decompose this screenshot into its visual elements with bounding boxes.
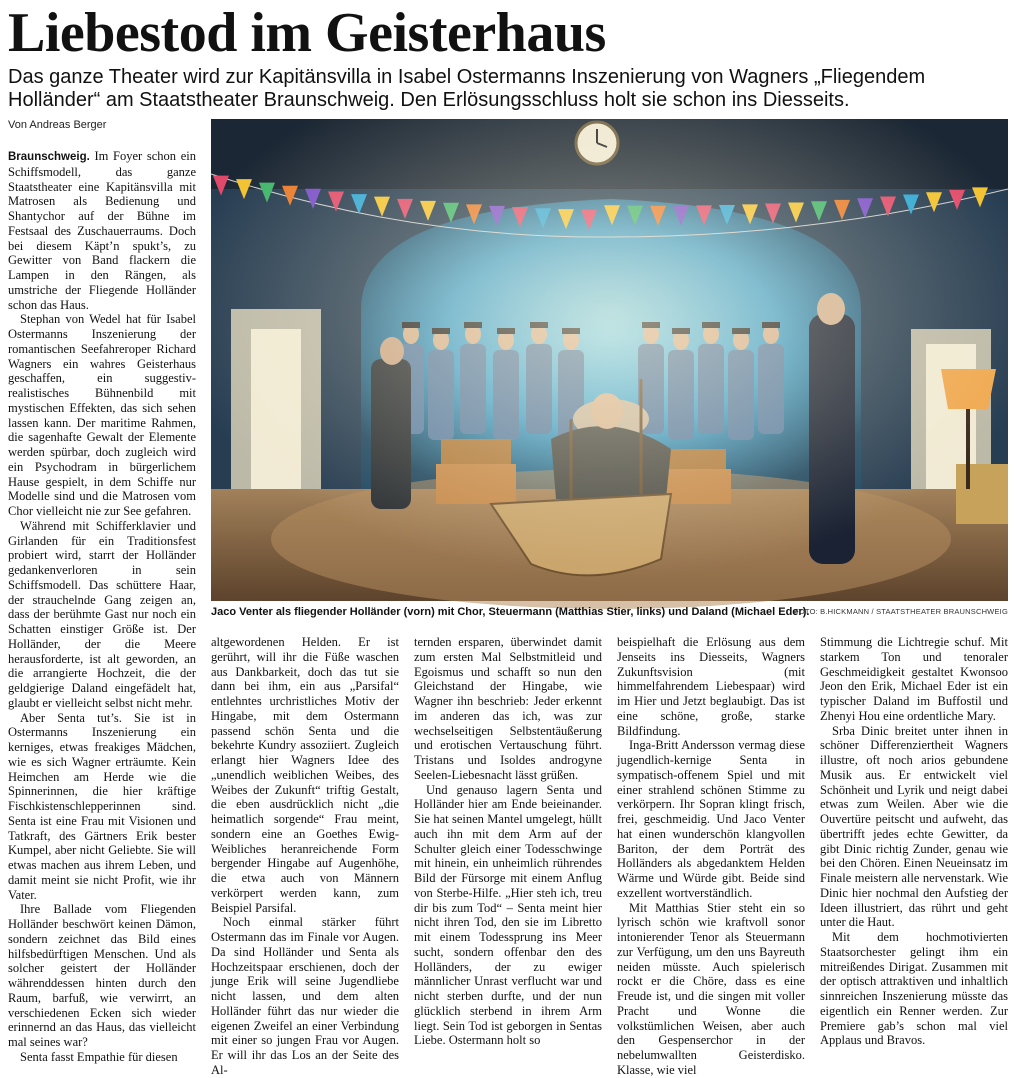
article-column-1 [8, 149, 196, 1064]
article-subhead: Das ganze Theater wird zur Kapitänsvilla in Isabel Ostermanns Inszenierung von Wagners „Fliegendem Holländer“ am Staatstheater Braunschweig. Den Erlösungsschluss holt sie schon ins Diesseits. [8, 66, 926, 111]
article-column-3 [414, 635, 602, 1065]
paragraph-text: Im Foyer schon ein Schiffsmodell, das ganze Staatstheater eine Kapitänsvilla mit Matrosen als Bedienung und Shantychor auf der Bühne im Festsaal des Zuschauerraums. Doch bei diesem Käpt’n spukt’s, zu Gewitter von Band flackern die Lampen in den Rängen, als umstriche der Fliegende Holländer schon das Haus. [8, 149, 196, 312]
paragraph: Während mit Schifferklavier und Girlanden für ein Traditionsfest probiert wird, starrt der Holländer gedankenverloren in sein Schiffsmodell. Das schüttere Haar, der strauchelnde Gang zeigen an, dass der berühmte Gast nur noch ein Schatten einstiger Größe ist. Der Holländer, der die Meere herausforderte, ist alt geworden, an die arrangierte Hochzeit, die der geldgierige Daland eingefädelt hat, glaubt er vielleicht selbst nicht mehr. [8, 518, 196, 710]
paragraph: Mit Matthias Stier steht ein so lyrisch schön wie kraftvoll sonor intonierender Tenor als Steuermann zur Verfügung, um den uns Bayreuth neiden müsste. Auch spielerisch rockt er die Chöre, dass es eine Freude ist, und die singen mit voller Pracht und Wonne die volkstümlichen Weisen, aber auch den Gespenserchor in der nebelumwallten Geisterdisko. Klasse, wie viel [617, 900, 805, 1077]
stage-photo-illustration [211, 119, 1008, 601]
paragraph: Stephan von Wedel hat für Isabel Ostermanns Inszenierung der romantischen Seefahreroper Richard Wagners ein wahres Geisterhaus geschaffen, ein suggestiv-realistisches Bühnenbild mit mystischen Effekten, das sich sehen lassen kann. Der maritime Rahmen, die sagenhafte Gewalt der Elemente werden spürbar, doch zugleich wird ein Psychodram in bürgerlichem Hause gespielt, in dem Schiffe nur Modelle sind und die Matrosen vom Chor vielleicht nie zur See gefahren. [8, 312, 196, 518]
article-byline: Von Andreas Berger [8, 119, 107, 131]
paragraph: beispielhaft die Erlösung aus dem Jenseits ins Diesseits, Wagners Zukunftsvision (mit himmelfahrendem Liebespaar) wird im Hier und Jetzt beglaubigt. Das ist eine schöne, große, starke Bildfindung. [617, 635, 805, 738]
dateline: Braunschweig. [8, 151, 90, 163]
paragraph: Und genauso lagern Senta und Holländer hier am Ende beieinander. Sie hat seinen Mantel umgelegt, hüllt auch ihn mit dem Arm auf der Schulter gleich einer Todesschwinge mit hinein, ein unheimlich rührendes Bild der Fürsorge mit einem Anflug von Sterbe-Hilfe. „Hier steh ich, treu dir bis zum Tod“ – Senta meint hier nicht ihren Tod, den sie im Libretto mit einem Todessprung ins Meer sucht, sondern offenbar den des Holländers, der zu ewiger männlicher Unrast verflucht war und nicht sterben durfte, und der nun glücklich sterbend in ihrem Arm liegt. Sein Tod ist geborgen in Sentas Liebe. Ostermann holt so [414, 782, 602, 1048]
paragraph: Stimmung die Lichtregie schuf. Mit starkem Ton und tenoraler Geschmeidigkeit gestaltet Kwonsoo Jeon den Erik, Michael Eder ist ein typischer Daland im Buffostil und Zhenyi Hou eine ordentliche Mary. [820, 635, 1008, 723]
article-headline: Liebestod im Geisterhaus [8, 2, 606, 64]
paragraph: Aber Senta tut’s. Sie ist in Ostermanns Inszenierung ein kerniges, etwas freakiges Mädchen, wie es sich Wagner erträumte. Kein Heimchen am Herde wie die Spinnerinnen, die hier kräftige Fischkistenschlepperinnen sind. Senta ist eine Frau mit Visionen und Tatkraft, des Gärtners Erik bester Kumpel, aber nicht Geliebte. Sie will etwas machen aus ihrem Leben, und damit meint sie nicht Profit, wie ihr Vater. [8, 710, 196, 902]
paragraph: Senta fasst Empathie für diesen [20, 1049, 178, 1064]
paragraph: Inga-Britt Andersson vermag diese jugendlich-kernige Senta in sympatisch-offenem Spiel und mit einer strahlend schönen Stimme zu verkörpern. Ihr Sopran klingt frisch, frei, geschmeidig. Und Jaco Venter hat einen wunderschön klangvollen Bariton, der dem Porträt des Holländers als abgedanktem Helden Wärme und Würde gibt. Beide sind exzellent wortverständlich. [617, 738, 805, 900]
paragraph: Srba Dinic breitet unter ihnen in schöner Differenziertheit Wagners illustre, oft noch arios gebundene Musik aus. Er entwickelt viel Schönheit und Lyrik und neigt dabei etwas zum Weilen. Aber wie die Ouvertüre peitscht und aufweht, das übertrifft jedes echte Gewitter, da gibt Dinic richtig Zunder, genau wie bei den Chören. Einen Neueinsatz im Finale meistern alle nervenstark. Wie Dinic hier nochmal den Aufstieg der Ideen illustriert, das rührt und geht unter die Haut. [820, 723, 1008, 930]
paragraph: Ihre Ballade vom Fliegenden Holländer beschwört keinen Dämon, sondern zeichnet das Bild eines hilfsbedürftigen Menschen. Und als solcher geistert der Holländer währenddessen hinten durch den Raum, barfuß, wie verwirrt, an verschiedenen Ecken sich wieder erinnernd an das Haus, das vielleicht mal seines war? [8, 902, 196, 1049]
stage-photo [211, 119, 1008, 601]
article-column-5 [820, 635, 1008, 1065]
caption-text: Jaco Venter als fliegender Holländer (vorn) mit Chor, Steuermann (Matthias Stier, links) und Daland (Michael Eder). [211, 606, 810, 618]
photo-caption [211, 604, 1008, 620]
paragraph: Mit dem hochmotivierten Staatsorchester gelingt ihm ein mitreißendes Dirigat. Zusammen mit der optisch attraktiven und inhaltlich sinnreichen Inszenierung müsste das eigentlich ein Renner werden. Zur Premiere gab’s schon mal viel Applaus und Bravos. [820, 930, 1008, 1048]
paragraph [8, 149, 196, 312]
paragraph: Noch einmal stärker führt Ostermann das im Finale vor Augen. Da sind Holländer und Senta als Hochzeitspaar erschienen, doch der junge Erik will seine Jugendliebe nicht lassen, und dem alten Holländer führt das nur wieder die eigenen Zweifel an einer Verbindung mit einer so jungen Frau vor Augen. Er will ihr das Los an der Seite des Al- [211, 915, 399, 1077]
article-column-2 [211, 635, 399, 1077]
paragraph: altgewordenen Helden. Er ist gerührt, will ihr die Füße waschen aus Dankbarkeit, doch das tut sie dann bei ihm, ein aus „Parsifal“ entlehntes urchristliches Motiv der Hingabe, mit dem Ostermann passend schön Senta und die bekehrte Kundry assoziiert. Zugleich erlangt hier Wagners Idee des „unendlich weiblichen Weibes, des Weibes der Zukunft“ triftig Gestalt, die eben ausdrücklich nicht „die heimatlich sorgende“ Frau meint, sondern eine an Goethes Ewig-Weibliches heranreichende Form bergender Hingabe auf Augenhöhe, die etwa auch von Männern verkörpert werden kann, zum Beispiel Parsifal. [211, 635, 399, 915]
paragraph: ternden ersparen, überwindet damit zum ersten Mal Selbstmitleid und Egoismus und schafft so nun den Gleichstand der Hingabe, wie Wagner ihn beschrieb: Jeder erkennt im anderen das ich, was zur wechselseitigen Selbstentäußerung und erotischen Vertauschung führt. Tristans und Isoldes androgyne Seelen-Liebesnacht lässt grüßen. [414, 635, 602, 782]
photo-credit: FOTO: B.HICKMANN / STAATSTHEATER BRAUNSCHWEIG [794, 607, 1008, 616]
article-column-4 [617, 635, 805, 1077]
